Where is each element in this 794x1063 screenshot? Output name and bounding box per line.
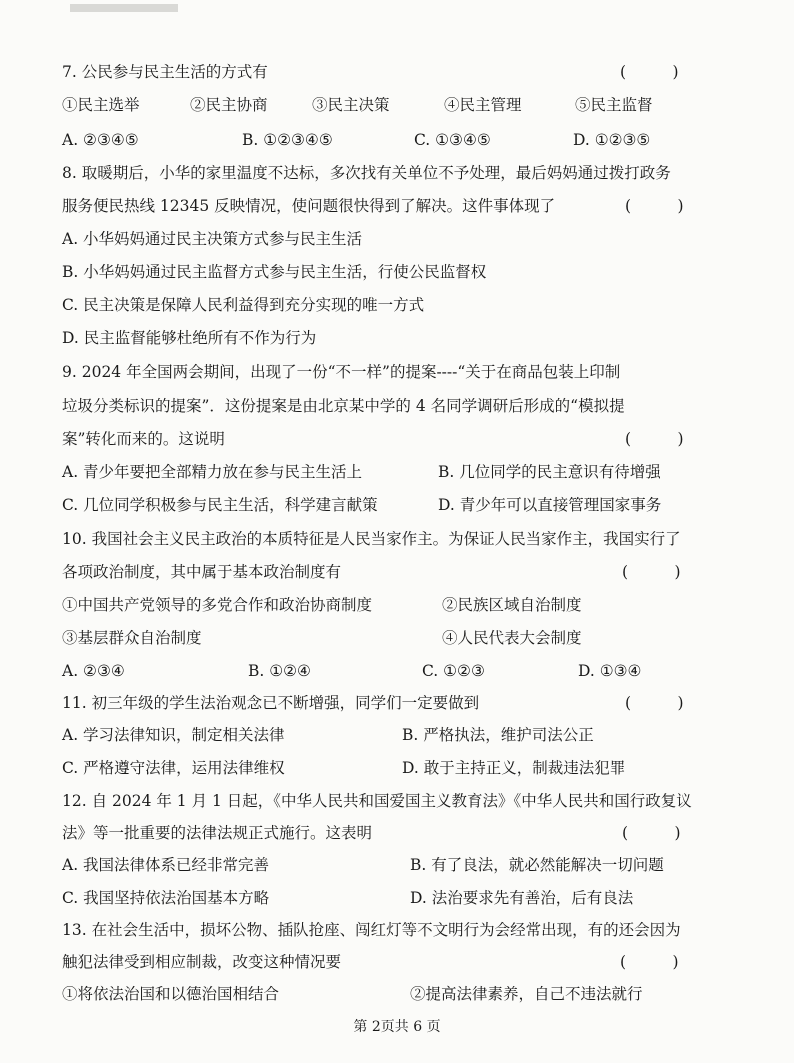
q11-option-d[interactable]: D. 敢于主持正义，制裁违法犯罪 <box>402 759 626 777</box>
q10-item-4: ④人民代表大会制度 <box>442 629 582 647</box>
q7-item-2: ②民主协商 <box>190 96 268 114</box>
q9-option-b[interactable]: B. 几位同学的民主意识有待增强 <box>438 463 661 481</box>
q9-option-a[interactable]: A. 青少年要把全部精力放在参与民主生活上 <box>62 463 363 481</box>
q13-stem-line1: 13. 在社会生活中，损坏公物、插队抢座、闯红灯等不文明行为会经常出现，有的还会因为 <box>62 921 681 939</box>
q7-option-a[interactable]: A. ②③④⑤ <box>62 131 139 149</box>
q12-stem-line1: 12. 自 2024 年 1 月 1 日起，《中华人民共和国爱国主义教育法》《中华人民共和国行政复议 <box>62 792 692 810</box>
q12-stem-line2: 法》等一批重要的法律法规正式施行。这表明 <box>62 824 373 842</box>
q11-option-b[interactable]: B. 严格执法，维护司法公正 <box>402 726 594 744</box>
q8-option-a[interactable]: A. 小华妈妈通过民主决策方式参与民主生活 <box>62 230 363 248</box>
q12-option-c[interactable]: C. 我国坚持依法治国基本方略 <box>62 889 270 907</box>
q7-option-d[interactable]: D. ①②③⑤ <box>573 131 651 149</box>
q8-stem-line2: 服务便民热线 12345 反映情况，使问题很快得到了解决。这件事体现了 <box>62 197 556 215</box>
q10-stem-line1: 10. 我国社会主义民主政治的本质特征是人民当家作主。为保证人民当家作主，我国实行了 <box>62 530 681 548</box>
q13-stem-line2: 触犯法律受到相应制裁，改变这种情况要 <box>62 953 342 971</box>
q7-option-b[interactable]: B. ①②③④⑤ <box>242 131 333 149</box>
q11-option-a[interactable]: A. 学习法律知识，制定相关法律 <box>62 726 285 744</box>
q12-answer-paren[interactable]: ( ) <box>622 824 681 842</box>
q8-stem-line1: 8. 取暖期后，小华的家里温度不达标，多次找有关单位不予处理，最后妈妈通过拨打政务 <box>62 164 671 182</box>
q13-item-2: ②提高法律素养，自己不违法就行 <box>410 985 643 1003</box>
q12-option-d[interactable]: D. 法治要求先有善治，后有良法 <box>410 889 634 907</box>
q10-option-c[interactable]: C. ①②③ <box>422 662 485 680</box>
q10-item-1: ①中国共产党领导的多党合作和政治协商制度 <box>62 596 373 614</box>
q7-item-3: ③民主决策 <box>312 96 390 114</box>
q12-option-a[interactable]: A. 我国法律体系已经非常完善 <box>62 856 270 874</box>
q8-option-b[interactable]: B. 小华妈妈通过民主监督方式参与民主生活，行使公民监督权 <box>62 263 487 281</box>
q7-item-5: ⑤民主监督 <box>575 96 653 114</box>
q9-answer-paren[interactable]: ( ) <box>625 430 684 448</box>
q11-option-c[interactable]: C. 严格遵守法律，运用法律维权 <box>62 759 285 777</box>
page-footer: 第 2页共 6 页 <box>353 1019 441 1035</box>
q8-answer-paren[interactable]: ( ) <box>625 197 684 215</box>
q7-item-4: ④民主管理 <box>444 96 522 114</box>
q11-answer-paren[interactable]: ( ) <box>625 694 684 712</box>
q8-option-c[interactable]: C. 民主决策是保障人民利益得到充分实现的唯一方式 <box>62 296 425 314</box>
q7-item-1: ①民主选举 <box>62 96 140 114</box>
q9-option-d[interactable]: D. 青少年可以直接管理国家事务 <box>438 496 662 514</box>
q10-stem-line2: 各项政治制度，其中属于基本政治制度有 <box>62 563 342 581</box>
q10-option-b[interactable]: B. ①②④ <box>248 662 311 680</box>
q10-item-2: ②民族区域自治制度 <box>442 596 582 614</box>
q7-option-c[interactable]: C. ①③④⑤ <box>414 131 491 149</box>
q10-answer-paren[interactable]: ( ) <box>622 563 681 581</box>
q10-item-3: ③基层群众自治制度 <box>62 629 202 647</box>
q9-stem-line1: 9. 2024 年全国两会期间，出现了一份“不一样”的提案----“关于在商品包装上印制 <box>62 363 621 381</box>
q10-option-a[interactable]: A. ②③④ <box>62 662 125 680</box>
q7-stem: 7. 公民参与民主生活的方式有 <box>62 63 268 81</box>
q7-answer-paren[interactable]: ( ) <box>620 63 679 81</box>
q10-option-d[interactable]: D. ①③④ <box>578 662 642 680</box>
scan-mark <box>70 4 178 12</box>
q9-option-c[interactable]: C. 几位同学积极参与民主生活，科学建言献策 <box>62 496 378 514</box>
q12-option-b[interactable]: B. 有了良法，就必然能解决一切问题 <box>410 856 664 874</box>
q8-option-d[interactable]: D. 民主监督能够杜绝所有不作为行为 <box>62 329 317 347</box>
q11-stem: 11. 初三年级的学生法治观念已不断增强，同学们一定要做到 <box>62 694 480 712</box>
q13-answer-paren[interactable]: ( ) <box>620 953 679 971</box>
q9-stem-line2: 垃圾分类标识的提案”．这份提案是由北京某中学的 4 名同学调研后形成的“模拟提 <box>62 397 625 415</box>
q13-item-1: ①将依法治国和以德治国相结合 <box>62 985 280 1003</box>
q9-stem-line3: 案”转化而来的。这说明 <box>62 430 225 448</box>
